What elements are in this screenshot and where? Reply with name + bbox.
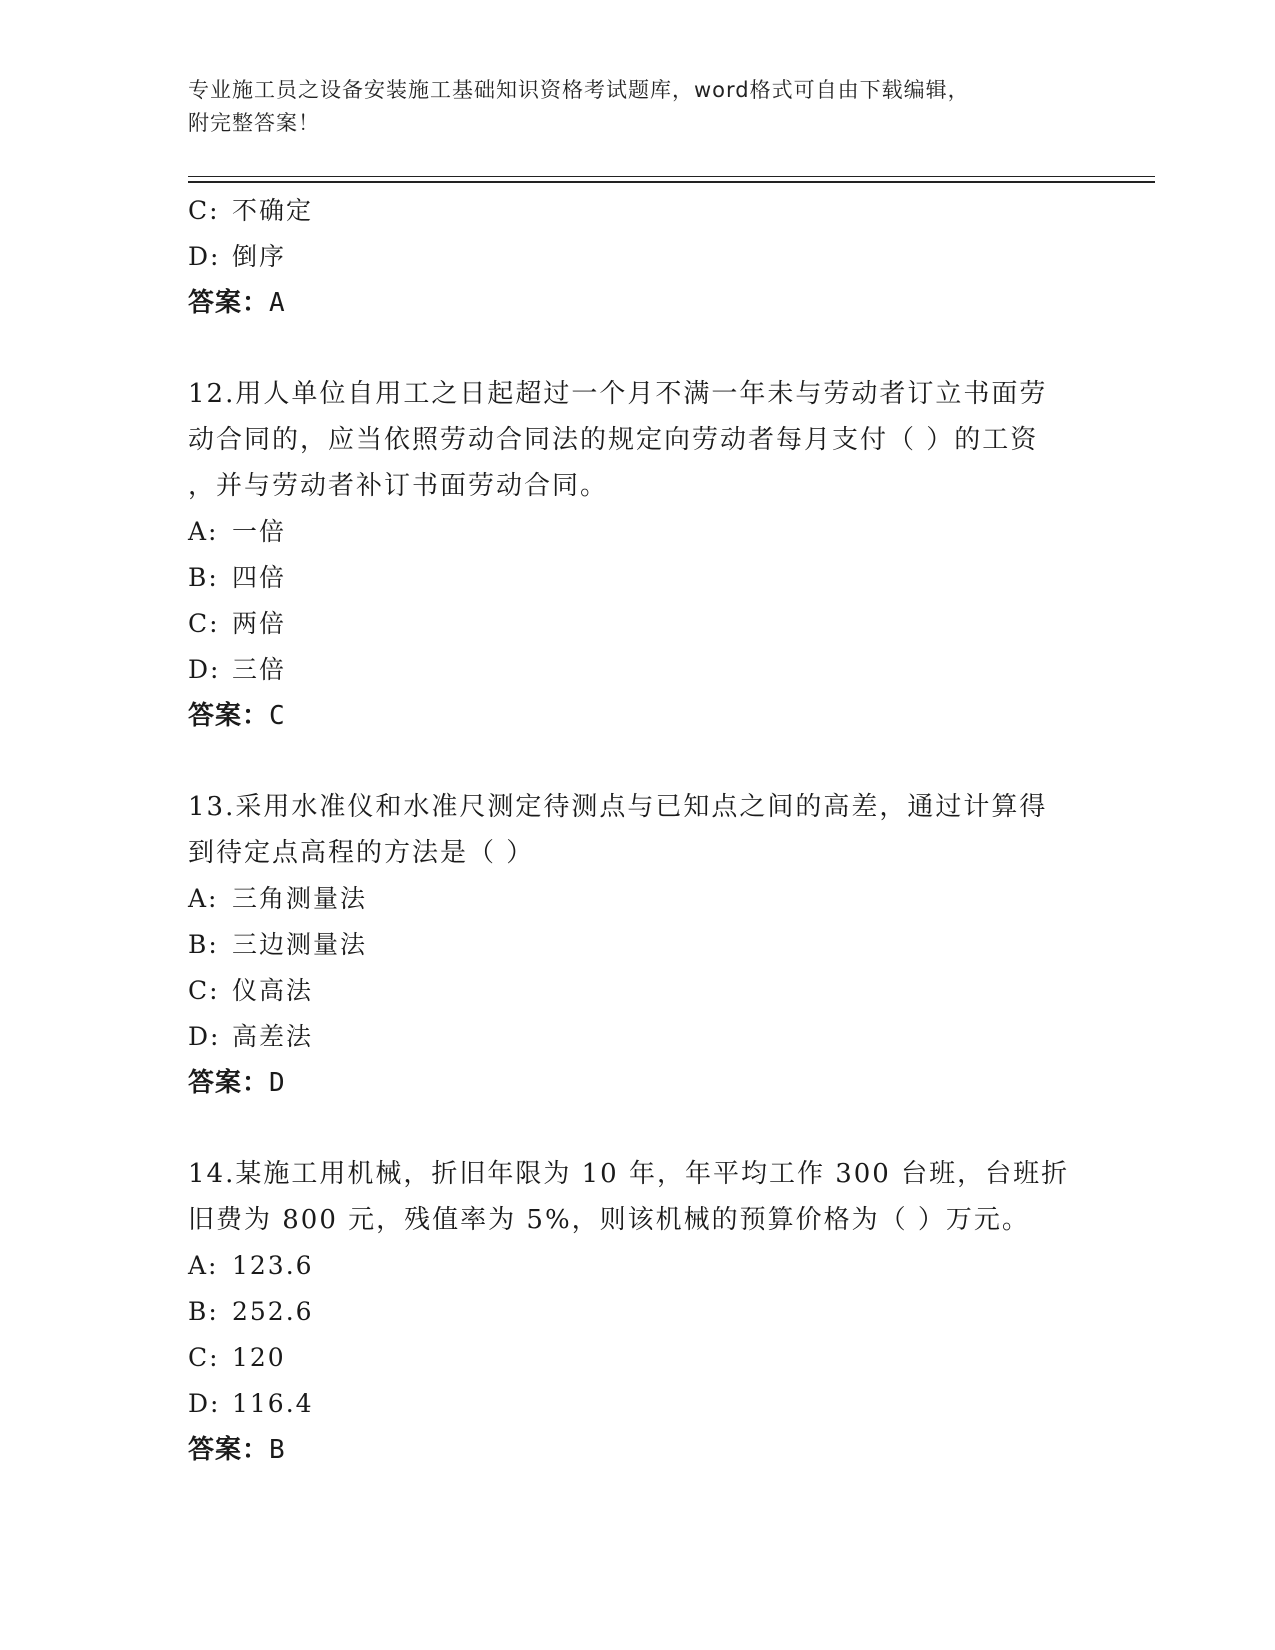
question-text-line: 旧费为 800 元，残值率为 5%，则该机械的预算价格为（ ）万元。 [188, 1205, 1030, 1235]
option-text: 四倍 [232, 563, 287, 592]
option-text: 倒序 [232, 242, 287, 271]
option-c [188, 1335, 1088, 1381]
exam-content [188, 188, 1088, 1473]
option-text: 仪高法 [232, 976, 314, 1005]
option-text: 三角测量法 [232, 884, 368, 913]
option-a [188, 1243, 1088, 1289]
answer-value: B [269, 1435, 286, 1465]
option-text: 一倍 [232, 517, 287, 546]
option-letter: C: [188, 196, 220, 225]
question-text-line: ，并与劳动者补订书面劳动合同。 [188, 471, 609, 501]
option-text: 高差法 [232, 1022, 314, 1051]
option-letter: D: [188, 655, 221, 684]
option-b [188, 922, 1088, 968]
option-d [188, 647, 1088, 693]
option-letter: B: [188, 930, 219, 959]
option-a [188, 509, 1088, 555]
header-line-1: 专业施工员之设备安装施工基础知识资格考试题库，word格式可自由下载编辑， [188, 78, 970, 102]
option-d [188, 1381, 1088, 1427]
header-line-2: 附完整答案！ [188, 111, 320, 135]
option-letter: D: [188, 1022, 221, 1051]
question-text-line: 到待定点高程的方法是（ ） [188, 838, 535, 868]
option-b [188, 1289, 1088, 1335]
answer-label: 答案： [188, 1435, 270, 1465]
option-letter: C: [188, 976, 220, 1005]
option-letter: C: [188, 1343, 220, 1372]
option-d [188, 234, 1088, 280]
answer-value: D [269, 1068, 286, 1098]
question-text-line: 14.某施工用机械，折旧年限为 10 年，年平均工作 300 台班，台班折 [188, 1159, 1070, 1189]
option-text: 不确定 [232, 196, 314, 225]
question-text-line: 12.用人单位自用工之日起超过一个月不满一年未与劳动者订立书面劳 [188, 379, 1048, 409]
header-divider-thin [188, 176, 1155, 177]
question-13 [188, 784, 1088, 1106]
answer-line [188, 693, 1088, 739]
option-letter: A: [188, 884, 219, 913]
option-d [188, 1014, 1088, 1060]
option-letter: D: [188, 242, 221, 271]
option-text: 123.6 [232, 1251, 314, 1280]
answer-line [188, 1427, 1088, 1473]
answer-label: 答案： [188, 701, 270, 731]
page-header [188, 74, 1068, 140]
answer-value: C [269, 701, 286, 731]
option-text: 三边测量法 [232, 930, 368, 959]
question-text-line: 13.采用水准仪和水准尺测定待测点与已知点之间的高差，通过计算得 [188, 792, 1048, 822]
option-b [188, 555, 1088, 601]
option-text: 252.6 [232, 1297, 314, 1326]
option-letter: D: [188, 1389, 221, 1418]
answer-line [188, 280, 1088, 326]
question-text-line: 动合同的，应当依照劳动合同法的规定向劳动者每月支付（ ）的工资 [188, 425, 1039, 455]
question-12 [188, 371, 1088, 739]
header-divider-thick [188, 181, 1155, 183]
question-14 [188, 1151, 1088, 1473]
option-letter: B: [188, 563, 219, 592]
answer-line [188, 1060, 1088, 1106]
option-c [188, 968, 1088, 1014]
answer-label: 答案： [188, 1068, 270, 1098]
option-letter: A: [188, 1251, 219, 1280]
option-letter: B: [188, 1297, 219, 1326]
option-a [188, 876, 1088, 922]
answer-value: A [269, 288, 286, 318]
option-letter: C: [188, 609, 220, 638]
option-letter: A: [188, 517, 219, 546]
option-text: 两倍 [232, 609, 287, 638]
option-c [188, 601, 1088, 647]
answer-label: 答案： [188, 288, 270, 318]
option-text: 120 [232, 1343, 286, 1372]
continued-question [188, 188, 1088, 326]
option-c [188, 188, 1088, 234]
option-text: 三倍 [232, 655, 287, 684]
option-text: 116.4 [232, 1389, 314, 1418]
